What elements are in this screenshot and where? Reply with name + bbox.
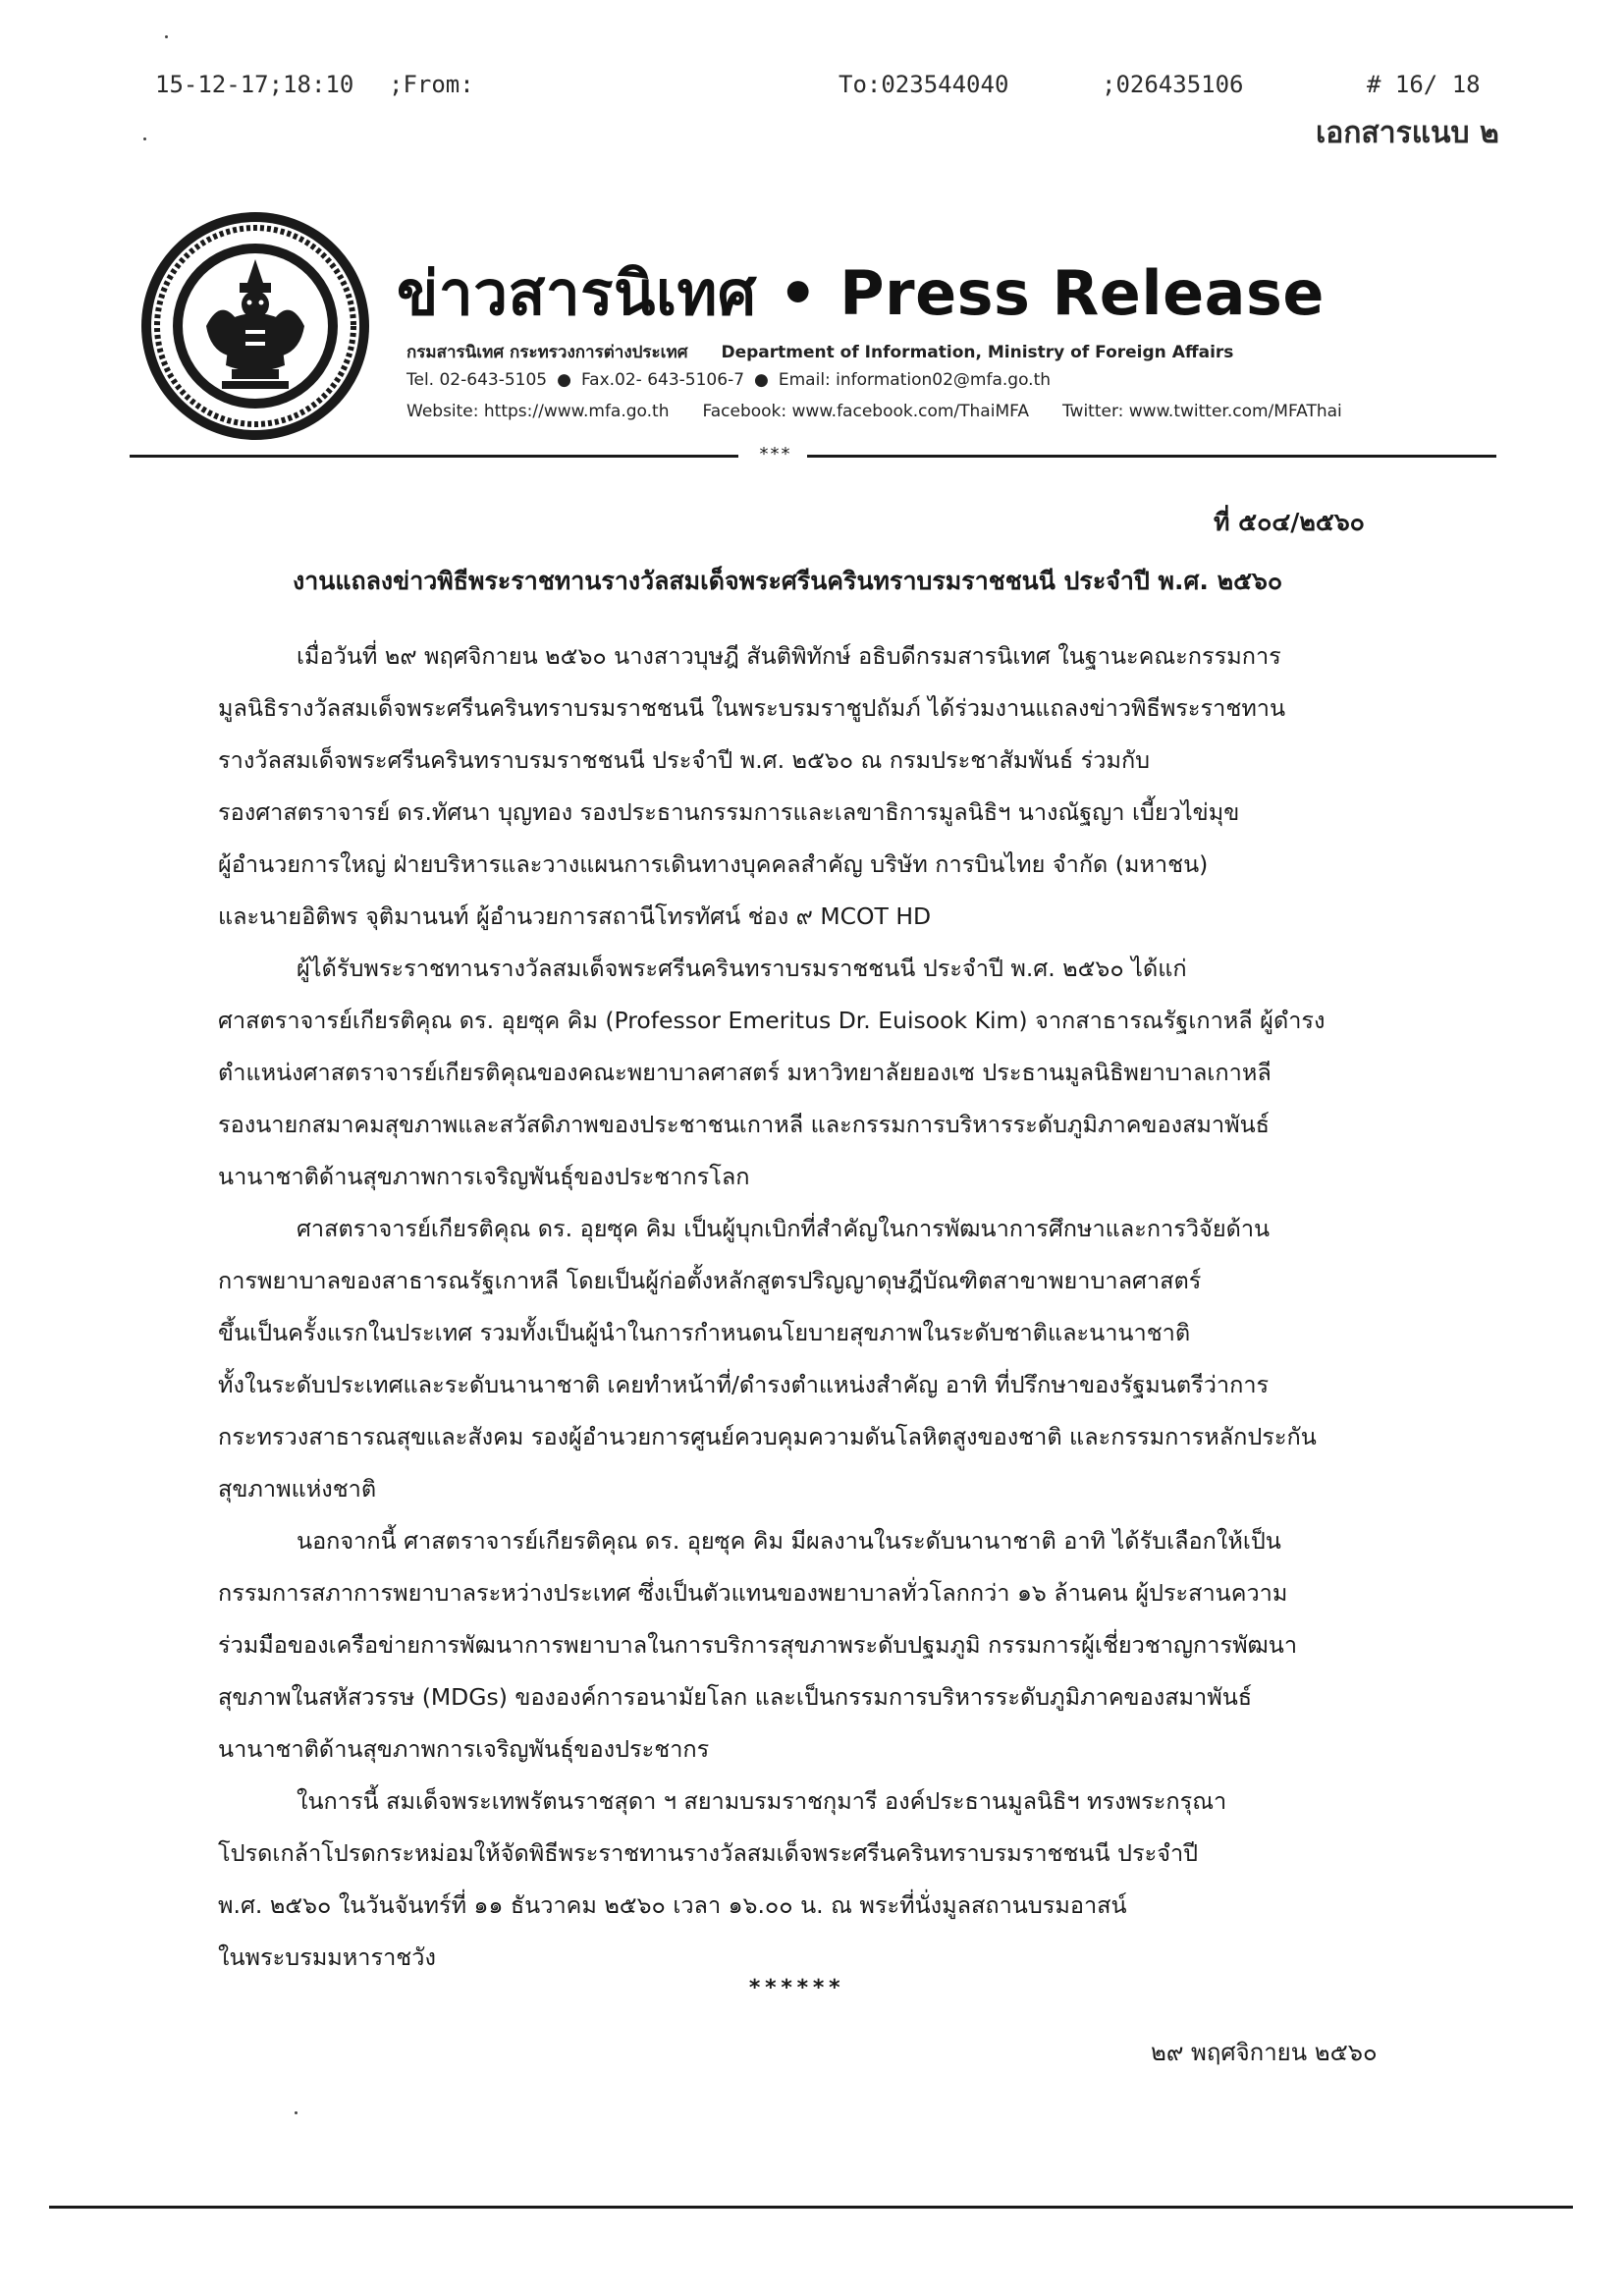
document-title: งานแถลงข่าวพิธีพระราชทานรางวัลสมเด็จพระศรีนครินทราบรมราชชนนี ประจำปี พ.ศ. ๒๕๖๐ xyxy=(293,567,1283,595)
end-separator: ****** xyxy=(748,1976,844,2000)
body-line: รองศาสตราจารย์ ดร.ทัศนา บุญทอง รองประธานกรรมการและเลขาธิการมูลนิธิฯ นางณัฐญา เบี้ยวไข่มุข xyxy=(218,798,1240,826)
fax-datetime: 15-12-17;18:10 xyxy=(155,71,354,98)
body-line: พ.ศ. ๒๕๖๐ ในวันจันทร์ที่ ๑๑ ธันวาคม ๒๕๖๐ เวลา ๑๖.๐๐ น. ณ พระที่นั่งมูลสถานบรมอาสน์ xyxy=(218,1891,1127,1919)
organization-english: Department of Information, Ministry of Foreign Affairs xyxy=(721,343,1234,362)
body-line: สุขภาพในสหัสวรรษ (MDGs) ขององค์การอนามัยโลก และเป็นกรรมการบริหารระดับภูมิภาคของสมาพันธ์ xyxy=(218,1683,1253,1711)
contact-telephone: Tel. 02-643-5105 xyxy=(406,370,548,390)
bottom-divider xyxy=(49,2206,1573,2209)
scan-speck xyxy=(165,35,168,38)
contact-website: Website: https://www.mfa.go.th xyxy=(406,402,670,421)
body-line: เมื่อวันที่ ๒๙ พฤศจิกายน ๒๕๖๐ นางสาวบุษฎี สันติพิทักษ์ อธิบดีกรมสารนิเทศ ในฐานะคณะกรรมการ xyxy=(297,642,1281,670)
body-line: ศาสตราจารย์เกียรติคุณ ดร. อุยซุค คิม เป็นผู้บุกเบิกที่สำคัญในการพัฒนาการศึกษาและการวิจัยด้าน xyxy=(297,1215,1271,1242)
body-line: ผู้ได้รับพระราชทานรางวัลสมเด็จพระศรีนครินทราบรมราชชนนี ประจำปี พ.ศ. ๒๕๖๐ ได้แก่ xyxy=(297,955,1187,982)
bullet-icon: ● xyxy=(754,370,769,390)
body-line: ในการนี้ สมเด็จพระเทพรัตนราชสุดา ฯ สยามบรมราชกุมารี องค์ประธานมูลนิธิฯ ทรงพระกรุณา xyxy=(297,1787,1227,1815)
body-line: โปรดเกล้าโปรดกระหม่อมให้จัดพิธีพระราชทานรางวัลสมเด็จพระศรีนครินทราบรมราชชนนี ประจำปี xyxy=(218,1839,1199,1867)
fax-to-number: To:023544040 xyxy=(839,71,1009,98)
body-line: ผู้อำนวยการใหญ่ ฝ่ายบริหารและวางแผนการเดินทางบุคคลสำคัญ บริษัท การบินไทย จำกัด (มหาชน) xyxy=(218,850,1209,878)
body-line: ทั้งในระดับประเทศและระดับนานาชาติ เคยทำหน้าที่/ดำรงตำแหน่งสำคัญ อาทิ ที่ปรึกษาของรัฐมนตรีว่าการ xyxy=(218,1371,1270,1398)
masthead-title: ข่าวสารนิเทศ • Press Release xyxy=(397,257,1325,329)
fax-from: ;From: xyxy=(389,71,474,98)
body-line: ร่วมมือของเครือข่ายการพัฒนาการพยาบาลในการบริการสุขภาพระดับปฐมภูมิ กรรมการผู้เชี่ยวชาญการพัฒนา xyxy=(218,1631,1298,1659)
contact-twitter: Twitter: www.twitter.com/MFAThai xyxy=(1061,402,1342,421)
document-date: ๒๙ พฤศจิกายน ๒๕๖๐ xyxy=(1151,2039,1378,2066)
attachment-label: เอกสารแนบ ๒ xyxy=(1316,116,1499,150)
body-line: นอกจากนี้ ศาสตราจารย์เกียรติคุณ ดร. อุยซุค คิม มีผลงานในระดับนานาชาติ อาทิ ได้รับเลือกให้เป็น xyxy=(297,1527,1281,1555)
scan-speck xyxy=(295,2111,298,2114)
bullet-icon: ● xyxy=(557,370,571,390)
contact-email: Email: information02@mfa.go.th xyxy=(778,370,1052,390)
body-line: กระทรวงสาธารณสุขและสังคม รองผู้อำนวยการศูนย์ควบคุมความดันโลหิตสูงของชาติ และกรรมการหลักประกัน xyxy=(218,1423,1317,1450)
body-line: กรรมการสภาการพยาบาลระหว่างประเทศ ซึ่งเป็นตัวแทนของพยาบาลทั่วโลกกว่า ๑๖ ล้านคน ผู้ประสานความ xyxy=(218,1579,1288,1607)
fax-second-number: ;026435106 xyxy=(1102,71,1244,98)
masthead-divider-right xyxy=(807,455,1496,458)
reference-number: ที่ ๕๐๔/๒๕๖๐ xyxy=(1214,508,1365,536)
body-line: ตำแหน่งศาสตราจารย์เกียรติคุณของคณะพยาบาลศาสตร์ มหาวิทยาลัยยองเซ ประธานมูลนิธิพยาบาลเกาหลี xyxy=(218,1059,1272,1086)
organization-thai: กรมสารนิเทศ กระทรวงการต่างประเทศ xyxy=(406,343,688,362)
body-line: รองนายกสมาคมสุขภาพและสวัสดิภาพของประชาชนเกาหลี และกรรมการบริหารระดับภูมิภาคของสมาพันธ์ xyxy=(218,1111,1270,1138)
body-line: และนายอิติพร จุติมานนท์ ผู้อำนวยการสถานีโทรทัศน์ ช่อง ๙ MCOT HD xyxy=(218,902,932,930)
masthead-organization xyxy=(406,339,1233,365)
fax-page-count: # 16/ 18 xyxy=(1367,71,1481,98)
masthead-contact xyxy=(406,370,1051,390)
body-line: สุขภาพแห่งชาติ xyxy=(218,1475,377,1503)
scan-speck xyxy=(143,137,146,140)
body-line: ขึ้นเป็นครั้งแรกในประเทศ รวมทั้งเป็นผู้นำในการกำหนดนโยบายสุขภาพในระดับชาติและนานาชาติ xyxy=(218,1319,1191,1346)
contact-facebook: Facebook: www.facebook.com/ThaiMFA xyxy=(702,402,1029,421)
body-line: ในพระบรมมหาราชวัง xyxy=(218,1943,436,1971)
masthead-ornament: *** xyxy=(759,444,792,465)
body-line: รางวัลสมเด็จพระศรีนครินทราบรมราชชนนี ประจำปี พ.ศ. ๒๕๖๐ ณ กรมประชาสัมพันธ์ ร่วมกับ xyxy=(218,746,1151,774)
body-line: การพยาบาลของสาธารณรัฐเกาหลี โดยเป็นผู้ก่อตั้งหลักสูตรปริญญาดุษฎีบัณฑิตสาขาพยาบาลศาสตร์ xyxy=(218,1267,1202,1294)
body-line: นานาชาติด้านสุขภาพการเจริญพันธุ์ของประชากร xyxy=(218,1735,710,1763)
body-line: มูลนิธิรางวัลสมเด็จพระศรีนครินทราบรมราชชนนี ในพระบรมราชูปถัมภ์ ได้ร่วมงานแถลงข่าวพิธีพระราชทาน xyxy=(218,694,1286,722)
masthead-divider-left xyxy=(130,455,738,458)
contact-fax: Fax.02- 643-5106-7 xyxy=(580,370,745,390)
ministry-seal-icon xyxy=(137,208,373,444)
body-line: นานาชาติด้านสุขภาพการเจริญพันธุ์ของประชากรโลก xyxy=(218,1163,750,1190)
masthead-web xyxy=(406,402,1342,421)
body-line: ศาสตราจารย์เกียรติคุณ ดร. อุยซุค คิม (Professor Emeritus Dr. Euisook Kim) จากสาธารณรัฐเกาหลี ผู้ดำรง xyxy=(218,1007,1326,1034)
fax-header xyxy=(0,71,1624,110)
